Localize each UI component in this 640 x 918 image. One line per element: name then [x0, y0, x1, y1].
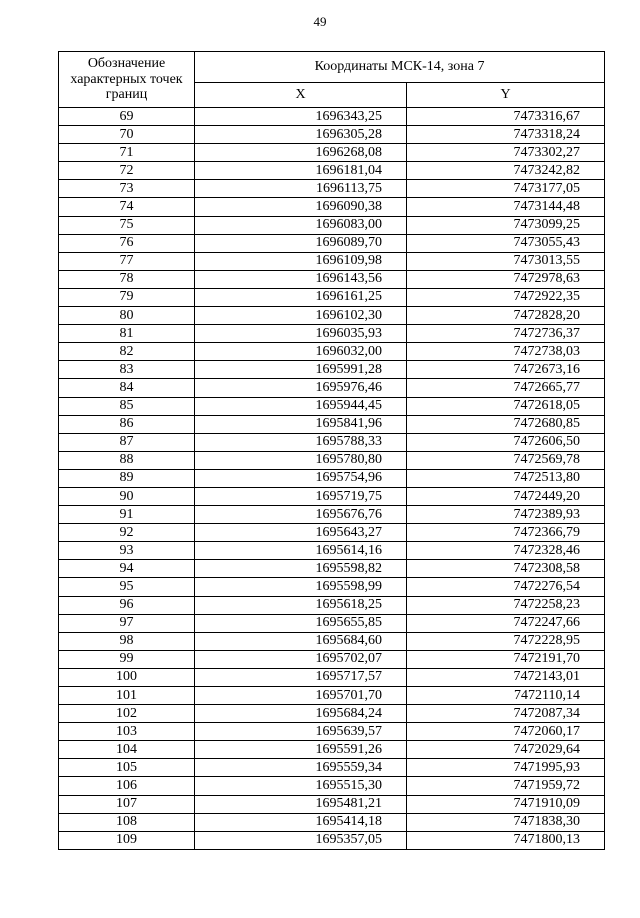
point-number-cell: 107 [59, 795, 195, 813]
y-coordinate-cell: 7471800,13 [407, 831, 605, 849]
y-coordinate-cell: 7472569,78 [407, 451, 605, 469]
y-coordinate-cell: 7472680,85 [407, 415, 605, 433]
table-row [59, 198, 605, 216]
x-coordinate-cell: 1695598,99 [195, 578, 407, 596]
page-number: 49 [313, 14, 327, 29]
x-coordinate-cell: 1695414,18 [195, 813, 407, 831]
x-coordinate-cell: 1696089,70 [195, 234, 407, 252]
table-row [59, 650, 605, 668]
x-coordinate-cell: 1695655,85 [195, 614, 407, 632]
table-header [59, 52, 605, 108]
y-coordinate-cell: 7472738,03 [407, 343, 605, 361]
x-coordinate-cell: 1695976,46 [195, 379, 407, 397]
point-number-cell: 90 [59, 487, 195, 505]
table-row [59, 795, 605, 813]
table-row [59, 325, 605, 343]
table-row [59, 162, 605, 180]
y-coordinate-cell: 7472258,23 [407, 596, 605, 614]
y-coordinate-cell: 7472922,35 [407, 288, 605, 306]
x-coordinate-cell: 1695598,82 [195, 560, 407, 578]
point-number-cell: 93 [59, 542, 195, 560]
x-coordinate-cell: 1695515,30 [195, 777, 407, 795]
y-coordinate-cell: 7472665,77 [407, 379, 605, 397]
coordinates-table [58, 51, 605, 850]
y-coordinate-cell: 7472736,37 [407, 325, 605, 343]
table-row [59, 433, 605, 451]
y-coordinate-cell: 7472143,01 [407, 668, 605, 686]
table-row [59, 397, 605, 415]
x-coordinate-cell: 1695944,45 [195, 397, 407, 415]
table-row [59, 451, 605, 469]
point-number-cell: 75 [59, 216, 195, 234]
x-coordinate-cell: 1695559,34 [195, 759, 407, 777]
y-coordinate-cell: 7472978,63 [407, 270, 605, 288]
y-coordinate-cell: 7473318,24 [407, 126, 605, 144]
y-coordinate-cell: 7473144,48 [407, 198, 605, 216]
point-number-cell: 71 [59, 144, 195, 162]
y-coordinate-cell: 7472060,17 [407, 723, 605, 741]
table-row [59, 288, 605, 306]
x-coordinate-cell: 1695702,07 [195, 650, 407, 668]
x-coordinate-cell: 1695717,57 [195, 668, 407, 686]
table-row [59, 180, 605, 198]
x-coordinate-cell: 1695676,76 [195, 506, 407, 524]
point-number-cell: 80 [59, 307, 195, 325]
point-number-cell: 97 [59, 614, 195, 632]
x-coordinate-cell: 1695788,33 [195, 433, 407, 451]
table-row [59, 668, 605, 686]
table-row [59, 361, 605, 379]
table-row [59, 596, 605, 614]
table-row [59, 813, 605, 831]
point-number-cell: 69 [59, 108, 195, 126]
table-row [59, 777, 605, 795]
point-number-cell: 73 [59, 180, 195, 198]
y-coordinate-cell: 7472276,54 [407, 578, 605, 596]
header-y: Y [407, 83, 605, 108]
point-number-cell: 92 [59, 524, 195, 542]
point-number-cell: 81 [59, 325, 195, 343]
table-row [59, 705, 605, 723]
x-coordinate-cell: 1696143,56 [195, 270, 407, 288]
x-coordinate-cell: 1695618,25 [195, 596, 407, 614]
table-row [59, 379, 605, 397]
y-coordinate-cell: 7473013,55 [407, 252, 605, 270]
table-row [59, 216, 605, 234]
x-coordinate-cell: 1695684,24 [195, 705, 407, 723]
y-coordinate-cell: 7471910,09 [407, 795, 605, 813]
table-row [59, 126, 605, 144]
y-coordinate-cell: 7472366,79 [407, 524, 605, 542]
table-row [59, 723, 605, 741]
table-row [59, 524, 605, 542]
header-coordinates: Координаты МСК-14, зона 7 [195, 52, 605, 83]
table-row [59, 307, 605, 325]
table-row [59, 506, 605, 524]
x-coordinate-cell: 1695754,96 [195, 469, 407, 487]
x-coordinate-cell: 1695719,75 [195, 487, 407, 505]
table-row [59, 487, 605, 505]
point-number-cell: 96 [59, 596, 195, 614]
x-coordinate-cell: 1696161,25 [195, 288, 407, 306]
point-number-cell: 72 [59, 162, 195, 180]
y-coordinate-cell: 7473316,67 [407, 108, 605, 126]
point-number-cell: 108 [59, 813, 195, 831]
point-number-cell: 89 [59, 469, 195, 487]
x-coordinate-cell: 1696090,38 [195, 198, 407, 216]
table-row [59, 831, 605, 849]
point-number-cell: 85 [59, 397, 195, 415]
y-coordinate-cell: 7472087,34 [407, 705, 605, 723]
x-coordinate-cell: 1696032,00 [195, 343, 407, 361]
table-row [59, 542, 605, 560]
y-coordinate-cell: 7471838,30 [407, 813, 605, 831]
y-coordinate-cell: 7472191,70 [407, 650, 605, 668]
point-number-cell: 70 [59, 126, 195, 144]
point-number-cell: 83 [59, 361, 195, 379]
y-coordinate-cell: 7472606,50 [407, 433, 605, 451]
point-number-cell: 101 [59, 687, 195, 705]
point-number-cell: 82 [59, 343, 195, 361]
x-coordinate-cell: 1695481,21 [195, 795, 407, 813]
x-coordinate-cell: 1696102,30 [195, 307, 407, 325]
table-row [59, 343, 605, 361]
table-row [59, 144, 605, 162]
table-row [59, 687, 605, 705]
y-coordinate-cell: 7473177,05 [407, 180, 605, 198]
point-number-cell: 77 [59, 252, 195, 270]
y-coordinate-cell: 7472328,46 [407, 542, 605, 560]
x-coordinate-cell: 1695643,27 [195, 524, 407, 542]
x-coordinate-cell: 1696343,25 [195, 108, 407, 126]
x-coordinate-cell: 1695591,26 [195, 741, 407, 759]
x-coordinate-cell: 1696181,04 [195, 162, 407, 180]
table-row [59, 560, 605, 578]
point-number-cell: 102 [59, 705, 195, 723]
y-coordinate-cell: 7473242,82 [407, 162, 605, 180]
header-x: X [195, 83, 407, 108]
point-number-cell: 100 [59, 668, 195, 686]
x-coordinate-cell: 1695684,60 [195, 632, 407, 650]
table-body [59, 108, 605, 850]
y-coordinate-cell: 7473302,27 [407, 144, 605, 162]
point-number-cell: 98 [59, 632, 195, 650]
point-number-cell: 99 [59, 650, 195, 668]
point-number-cell: 91 [59, 506, 195, 524]
point-number-cell: 79 [59, 288, 195, 306]
table-row [59, 614, 605, 632]
y-coordinate-cell: 7472389,93 [407, 506, 605, 524]
point-number-cell: 74 [59, 198, 195, 216]
table-row [59, 252, 605, 270]
point-number-cell: 95 [59, 578, 195, 596]
point-number-cell: 78 [59, 270, 195, 288]
y-coordinate-cell: 7471959,72 [407, 777, 605, 795]
point-number-cell: 105 [59, 759, 195, 777]
point-number-cell: 86 [59, 415, 195, 433]
header-point-designation: Обозначение характерных точек границ [59, 52, 195, 108]
x-coordinate-cell: 1695357,05 [195, 831, 407, 849]
x-coordinate-cell: 1696113,75 [195, 180, 407, 198]
x-coordinate-cell: 1696268,08 [195, 144, 407, 162]
y-coordinate-cell: 7472110,14 [407, 687, 605, 705]
table-row [59, 108, 605, 126]
table-row [59, 469, 605, 487]
y-coordinate-cell: 7473055,43 [407, 234, 605, 252]
table-row [59, 741, 605, 759]
y-coordinate-cell: 7472828,20 [407, 307, 605, 325]
x-coordinate-cell: 1696305,28 [195, 126, 407, 144]
table-row [59, 415, 605, 433]
point-number-cell: 84 [59, 379, 195, 397]
y-coordinate-cell: 7472308,58 [407, 560, 605, 578]
y-coordinate-cell: 7472228,95 [407, 632, 605, 650]
point-number-cell: 88 [59, 451, 195, 469]
point-number-cell: 106 [59, 777, 195, 795]
y-coordinate-cell: 7471995,93 [407, 759, 605, 777]
y-coordinate-cell: 7472673,16 [407, 361, 605, 379]
point-number-cell: 109 [59, 831, 195, 849]
y-coordinate-cell: 7473099,25 [407, 216, 605, 234]
x-coordinate-cell: 1695991,28 [195, 361, 407, 379]
point-number-cell: 76 [59, 234, 195, 252]
point-number-cell: 103 [59, 723, 195, 741]
table-row [59, 632, 605, 650]
x-coordinate-cell: 1695701,70 [195, 687, 407, 705]
y-coordinate-cell: 7472029,64 [407, 741, 605, 759]
table-row [59, 759, 605, 777]
table-row [59, 578, 605, 596]
x-coordinate-cell: 1695780,80 [195, 451, 407, 469]
x-coordinate-cell: 1695639,57 [195, 723, 407, 741]
x-coordinate-cell: 1696035,93 [195, 325, 407, 343]
point-number-cell: 94 [59, 560, 195, 578]
x-coordinate-cell: 1696109,98 [195, 252, 407, 270]
y-coordinate-cell: 7472618,05 [407, 397, 605, 415]
point-number-cell: 104 [59, 741, 195, 759]
point-number-cell: 87 [59, 433, 195, 451]
x-coordinate-cell: 1695614,16 [195, 542, 407, 560]
x-coordinate-cell: 1696083,00 [195, 216, 407, 234]
table-row [59, 270, 605, 288]
x-coordinate-cell: 1695841,96 [195, 415, 407, 433]
table-row [59, 234, 605, 252]
y-coordinate-cell: 7472513,80 [407, 469, 605, 487]
y-coordinate-cell: 7472247,66 [407, 614, 605, 632]
y-coordinate-cell: 7472449,20 [407, 487, 605, 505]
